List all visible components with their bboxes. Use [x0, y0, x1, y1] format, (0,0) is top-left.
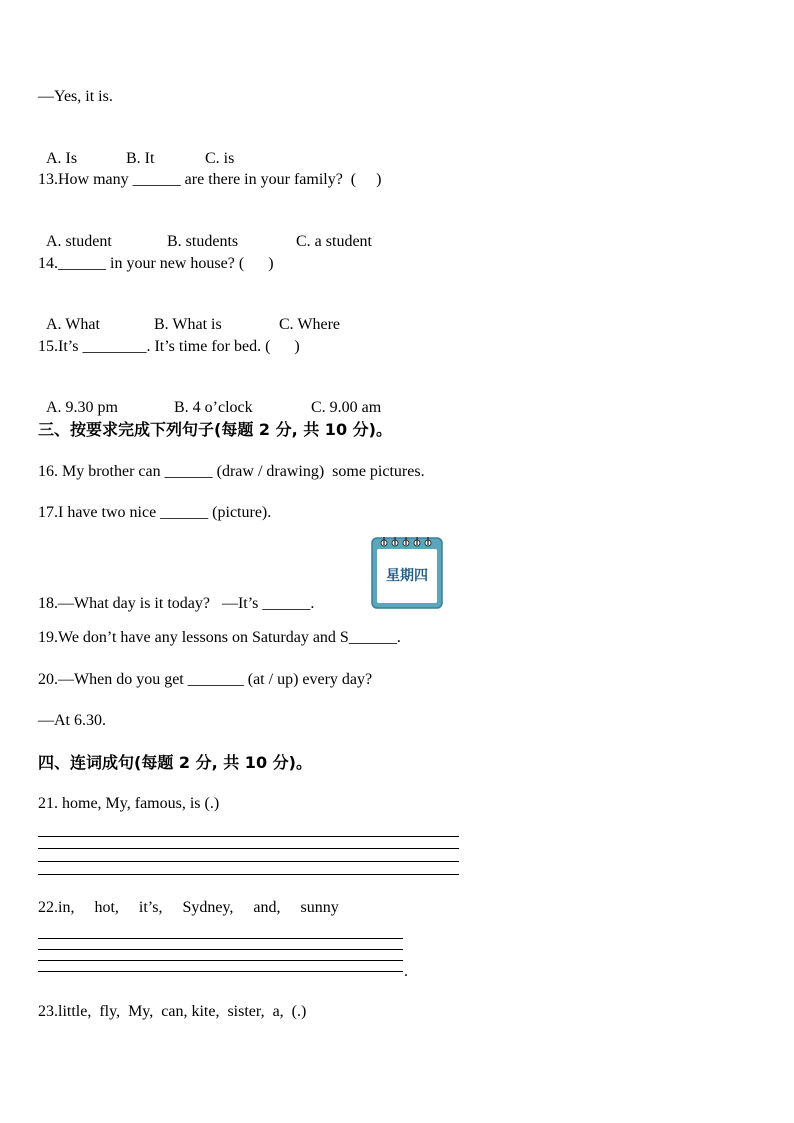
calendar-icon	[371, 535, 443, 609]
q13-option-a: A. student	[46, 233, 112, 250]
q13-options	[38, 212, 372, 252]
q21-answer-line-4	[38, 874, 459, 875]
q22-period: .	[404, 963, 408, 980]
q15-option-b: B. 4 o’clock	[174, 399, 253, 416]
q15-option-c: C. 9.00 am	[311, 399, 382, 416]
q12-option-b: B. It	[126, 150, 155, 167]
q21-answer-line-1	[38, 836, 459, 837]
q22-answer-line-3	[38, 960, 403, 961]
q12-option-a: A. Is	[46, 150, 78, 167]
q14-option-b: B. What is	[154, 316, 222, 333]
q12-option-c: C. is	[205, 150, 235, 167]
q21-answer-line-3	[38, 861, 459, 862]
question-22: 22.in, hot, it’s, Sydney, and, sunny	[38, 899, 339, 916]
section-3-heading: 三、按要求完成下列句子(每题 2 分, 共 10 分)。	[38, 420, 392, 439]
question-20-answer: —At 6.30.	[38, 712, 106, 729]
question-15: 15.It’s ________. It’s time for bed. ( )	[38, 338, 300, 355]
q15-option-a: A. 9.30 pm	[46, 399, 118, 416]
q21-answer-line-2	[38, 848, 459, 849]
q13-option-b: B. students	[167, 233, 239, 250]
calendar-weekday-label: 星期四	[386, 568, 428, 584]
question-20: 20.—When do you get _______ (at / up) every day?	[38, 671, 373, 688]
question-18: 18.—What day is it today? —It’s ______.	[38, 595, 315, 612]
question-23: 23.little, fly, My, can, kite, sister, a, (.)	[38, 1003, 307, 1020]
q22-answer-line-4	[38, 971, 403, 972]
page-line-yes-it-is: —Yes, it is.	[38, 88, 113, 105]
question-19: 19.We don’t have any lessons on Saturday and S______.	[38, 629, 401, 646]
section-4-heading: 四、连词成句(每题 2 分, 共 10 分)。	[38, 753, 312, 772]
q15-options	[38, 378, 381, 418]
q14-option-a: A. What	[46, 316, 100, 333]
question-21: 21. home, My, famous, is (.)	[38, 795, 220, 812]
question-16: 16. My brother can ______ (draw / drawing) some pictures.	[38, 463, 425, 480]
calendar-image	[371, 535, 443, 609]
q14-option-c: C. Where	[279, 316, 341, 333]
q14-options	[38, 295, 340, 335]
q12-options	[38, 129, 234, 169]
question-13: 13.How many ______ are there in your family? ( )	[38, 171, 382, 188]
q22-answer-line-2	[38, 949, 403, 950]
question-17: 17.I have two nice ______ (picture).	[38, 504, 272, 521]
question-14: 14.______ in your new house? ( )	[38, 255, 274, 272]
q22-answer-line-1	[38, 938, 403, 939]
q13-option-c: C. a student	[296, 233, 372, 250]
